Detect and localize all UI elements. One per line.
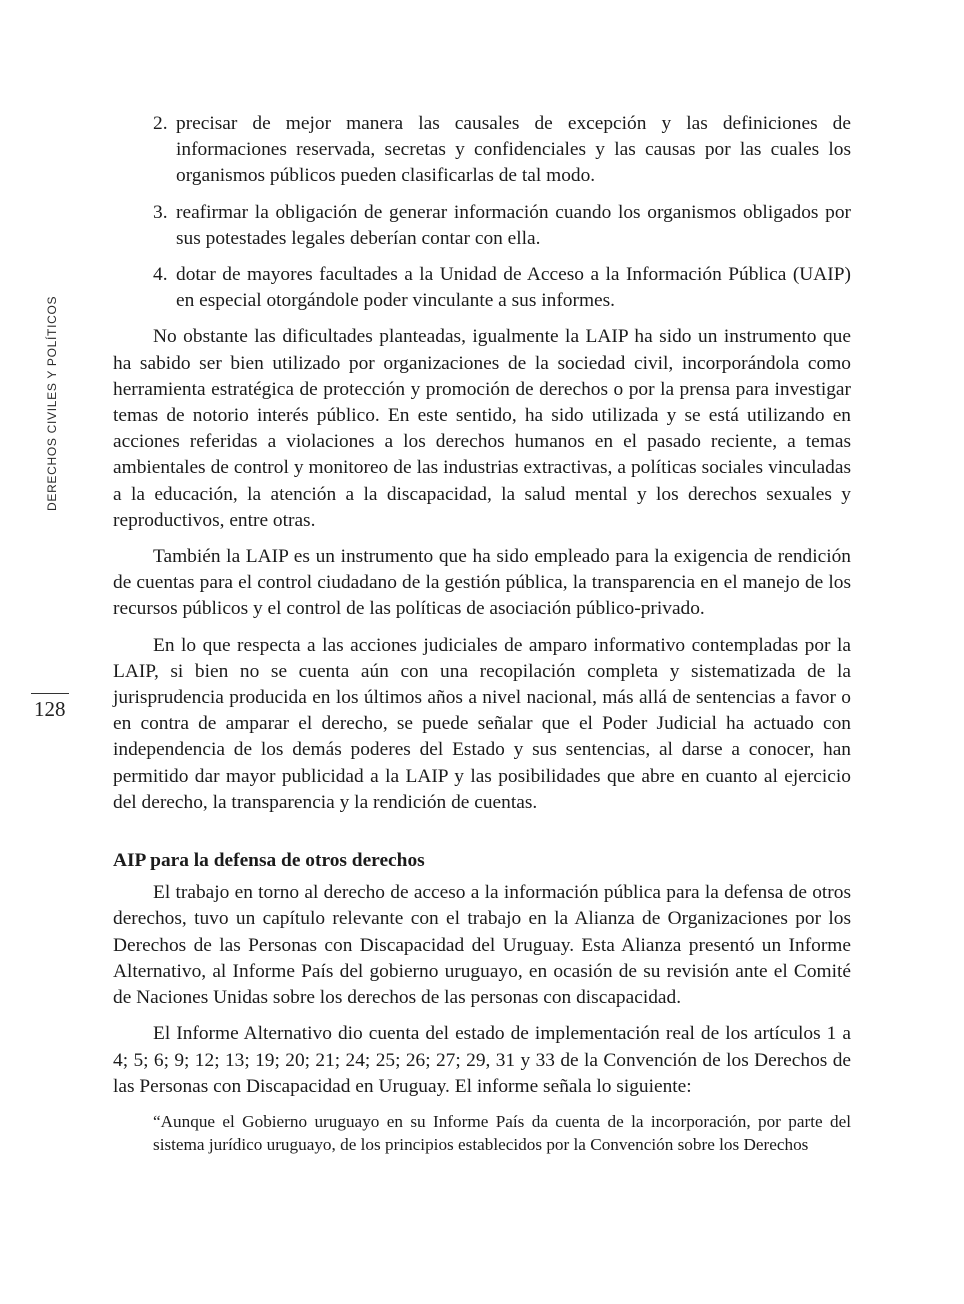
section-heading: AIP para la defensa de otros derechos bbox=[113, 850, 425, 872]
page-number: 128 bbox=[34, 697, 66, 721]
numbered-list bbox=[113, 111, 851, 314]
page-body bbox=[113, 111, 851, 1157]
list-item bbox=[113, 200, 851, 252]
list-item-number: 4. bbox=[153, 264, 168, 286]
list-item-text: dotar de mayores facultades a la Unidad de Acceso a la Información Pública (UAIP) en especial otorgándole poder vinculante a sus informes. bbox=[176, 264, 851, 312]
body-paragraph: No obstante las dificultades planteadas, igualmente la LAIP ha sido un instrumento que ha sabido ser bien utilizado por organizaciones de la sociedad civil, incorporándola como herramienta estratégica de protección y promoción de derechos o por la prensa para investigar temas de notorio interés público. En este sentido, ha sido utilizada y se está utilizando en acciones referidas a violaciones a los derechos humanos en el pasado reciente, a temas ambientales de control y monitoreo de las industrias extractivas, a políticas sociales vinculadas a la educación, la atención a la discapacidad, la salud mental y los derechos sexuales y reproductivos, entre otras. bbox=[113, 326, 851, 531]
list-item-number: 2. bbox=[153, 113, 168, 134]
body-paragraph: En lo que respecta a las acciones judiciales de amparo informativo contempladas por la LAIP, si bien no se cuenta aún con una recopilación completa y sistematizada de la jurisprudencia producida en los últimos años a nivel nacional, más allá de sentencias a favor o en contra de amparar el derecho, se puede señalar que el Poder Judicial ha actuado con independencia de los demás poderes del Estado y sus sentencias, al darse a conocer, han permitido dar mayor publicidad a la LAIP y las posibilidades que abre en cuanto al ejercicio del derecho, la transparencia y la rendición de cuentas. bbox=[113, 634, 851, 813]
list-item-number: 3. bbox=[153, 201, 168, 223]
body-paragraph: También la LAIP es un instrumento que ha sido empleado para la exigencia de rendición de cuentas para el control ciudadano de la gestión pública, la transparencia en el manejo de los recursos públicos y el control de las políticas de asociación público-privado. bbox=[113, 546, 851, 620]
list-item bbox=[113, 262, 851, 314]
running-header-vertical: DERECHOS CIVILES Y POLÍTICOS bbox=[45, 295, 59, 511]
body-paragraph: El Informe Alternativo dio cuenta del estado de implementación real de los artículos 1 a 4; 5; 6; 9; 12; 13; 19; 20; 21; 24; 25; 26; 27; 29, 31 y 33 de la Convención de los Derechos de las Personas con Discapacidad en Uruguay. El informe señala lo siguiente: bbox=[113, 1023, 851, 1097]
block-quote: “Aunque el Gobierno uruguayo en su Informe País da cuenta de la incorporación, por parte del sistema jurídico uruguayo, de los principios establecidos por la Convención sobre los Derechos bbox=[153, 1111, 851, 1155]
body-paragraph: El trabajo en torno al derecho de acceso a la información pública para la defensa de otros derechos, tuvo un capítulo relevante con el trabajo en la Alianza de Organizaciones por los Derechos de las Personas con Discapacidad del Uruguay. Esta Alianza presentó un Informe Alternativo, al Informe País del gobierno uruguayo, en ocasión de su revisión ante el Comité de Naciones Unidas sobre los derechos de las personas con discapacidad. bbox=[113, 882, 851, 1009]
list-item bbox=[113, 111, 851, 190]
page-number-rule bbox=[31, 693, 69, 694]
list-item-text: precisar de mejor manera las causales de excepción y las definiciones de informaciones reservada, secretas y confidenciales y las causas por las cuales los organismos públicos pueden clasificarlas de tal modo. bbox=[176, 113, 851, 187]
list-item-text: reafirmar la obligación de generar información cuando los organismos obligados por sus potestades legales deberían contar con ella. bbox=[176, 201, 851, 249]
